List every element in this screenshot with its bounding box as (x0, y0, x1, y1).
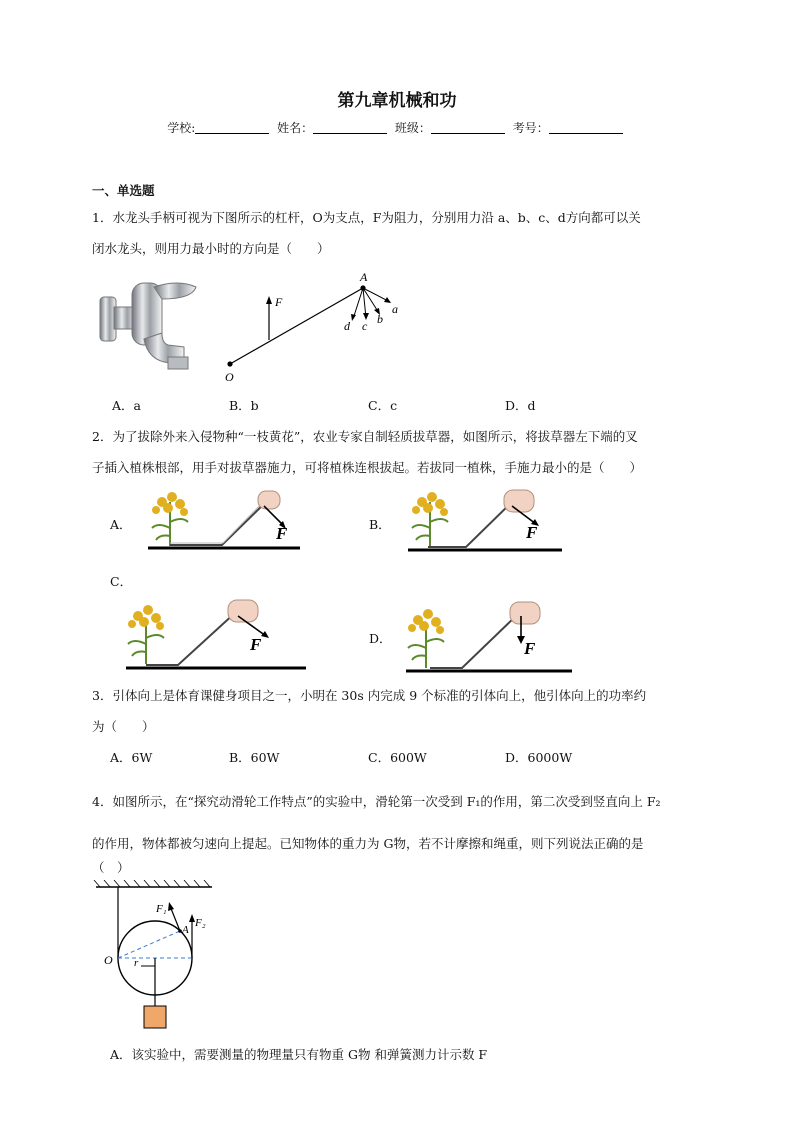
weeder-figure-b (400, 486, 570, 556)
f2-label: F₂ (195, 917, 206, 929)
school-blank[interactable] (195, 121, 269, 134)
page-title: 第九章机械和功 (337, 91, 457, 111)
name-label: 姓名： (277, 121, 314, 135)
class-label: 班级： (394, 121, 431, 135)
class-blank[interactable] (431, 121, 505, 134)
q3-text (92, 680, 704, 742)
number-label: 考号： (512, 121, 549, 135)
school-label: 学校: (167, 121, 196, 135)
q2-option-d[interactable]: D． (369, 631, 392, 646)
q2-option-c[interactable]: C． (110, 574, 133, 589)
pivot-o-label: O (104, 953, 113, 967)
q4-line1: 4．如图所示，在“探究动滑轮工作特点”的实验中，滑轮第一次受到 F₁的作用，第二次受到竖直向上 F₂ (92, 794, 661, 809)
pivot-point (227, 361, 232, 366)
student-info-line (0, 119, 794, 136)
q3-line2: 为（ ） (92, 719, 155, 734)
q1-option-c[interactable]: C．c (368, 398, 398, 413)
svg-text:F: F (524, 639, 536, 658)
svg-text:a: a (392, 302, 398, 316)
q3-option-c[interactable]: C．600W (368, 750, 427, 765)
faucet-image (96, 273, 200, 373)
weeder-figure-a (140, 488, 310, 556)
point-A-label: A (360, 270, 368, 284)
q4-line3: （ ） (92, 860, 130, 875)
q3-option-d[interactable]: D．6000W (505, 750, 573, 765)
q3-option-a[interactable]: A．6W (110, 750, 153, 765)
q3-line1: 3．引体向上是体育课健身项目之一，小明在 30s 内完成 9 个标准的引体向上，他引体向上的功率约 (92, 688, 647, 703)
q2-option-b[interactable]: B． (369, 517, 391, 532)
section-heading: 一、单选题 (92, 183, 155, 198)
q4-option-a[interactable]: A．该实验中，需要测量的物理量只有物重 G物 和弹簧测力计示数 F (110, 1047, 488, 1062)
q1-option-a[interactable]: A．a (112, 398, 141, 413)
svg-text:F: F (250, 635, 262, 654)
q1-option-d[interactable]: D．d (505, 398, 536, 413)
q1-option-b[interactable]: B．b (229, 398, 259, 413)
q2-line1: 2．为了拔除外来入侵物种“一枝黄花”，农业专家自制轻质拔草器，如图所示，将拔草器左下端的叉 (92, 429, 638, 444)
q4-line2: 的作用，物体都被匀速向上提起。已知物体的重力为 G物，若不计摩擦和绳重，则下列说法正确的是 (92, 836, 644, 851)
q2-option-a[interactable]: A． (110, 517, 132, 532)
svg-text:F: F (276, 524, 288, 543)
f1-label: F₁ (156, 903, 167, 915)
lever-diagram (220, 268, 410, 386)
weeder-figure-c (120, 596, 310, 672)
q2-line2: 子插入植株根部，用手对拔草器施力，可将植株连根拔起。若拔同一植株，手施力最小的是（ ） (92, 460, 643, 475)
pivot-O-label: O (225, 370, 234, 384)
svg-text:c: c (362, 319, 368, 333)
weeder-figure-d (400, 598, 576, 676)
goldenrod-plant (152, 492, 188, 546)
q1-line2: 闭水龙头，则用力最小时的方向是（ ） (92, 241, 330, 256)
q4-text (92, 781, 704, 865)
svg-text:b: b (377, 312, 383, 326)
q2-text (92, 421, 704, 483)
radius-label: r (134, 957, 139, 969)
svg-text:d: d (344, 319, 350, 333)
name-blank[interactable] (313, 121, 387, 134)
q1-line1: 1．水龙头手柄可视为下图所示的杠杆，O为支点，F为阻力，分别用力沿 a、b、c、d方向都可以关 (92, 210, 641, 225)
point-a-label: A (182, 924, 189, 936)
pulley-diagram (92, 880, 232, 1032)
number-blank[interactable] (549, 121, 623, 134)
svg-text:F: F (526, 523, 538, 542)
q1-text (92, 202, 704, 264)
force-F-label: F (275, 295, 283, 309)
q3-option-b[interactable]: B．60W (229, 750, 280, 765)
